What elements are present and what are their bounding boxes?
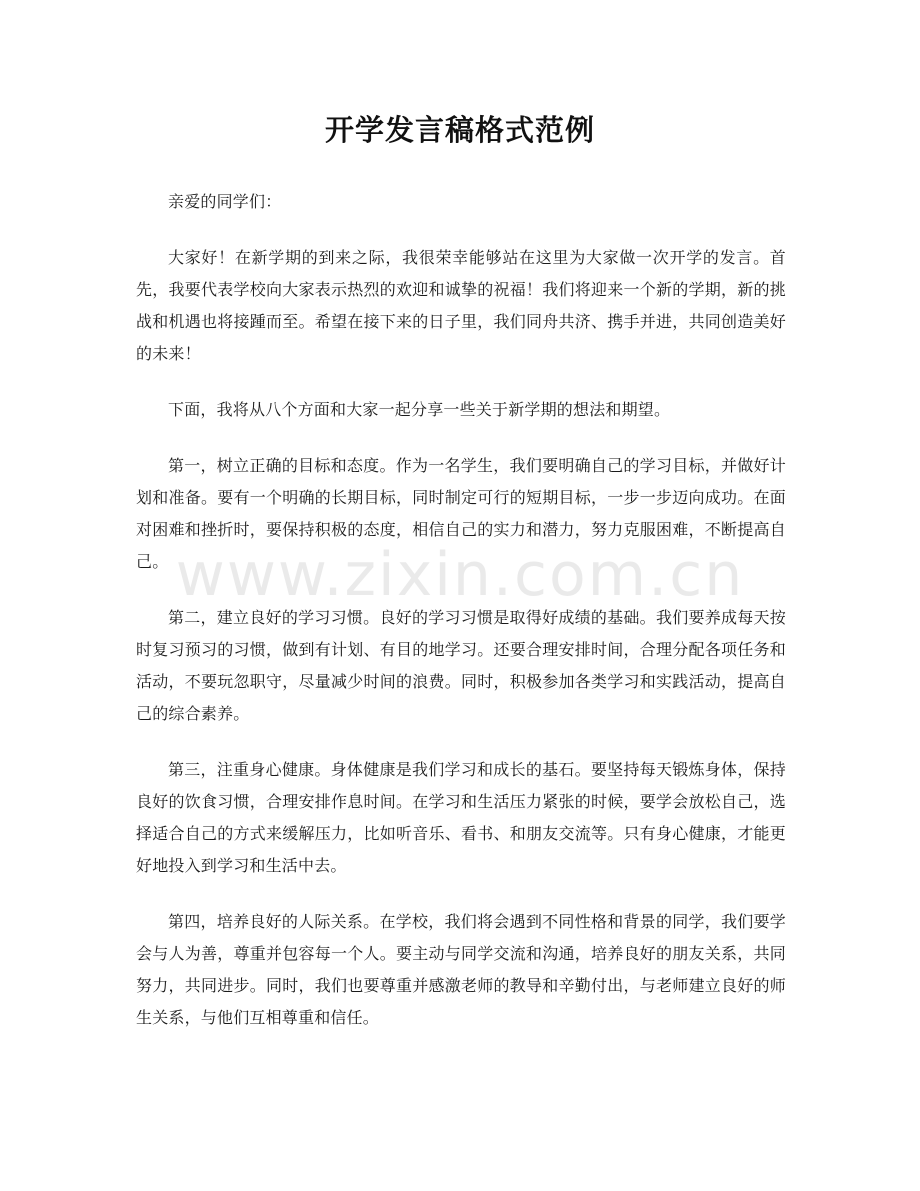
paragraph-second: 第二，建立良好的学习习惯。良好的学习习惯是取得好成绩的基础。我们要养成每天按时复习预习的习惯，做到有计划、有目的地学习。还要合理安排时间，合理分配各项任务和活动，不要玩忽职守，尽量减少时间的浪费。同时，积极参加各类学习和实践活动，提高自己的综合素养。	[136, 608, 786, 723]
paragraph-welcome: 大家好！在新学期的到来之际，我很荣幸能够站在这里为大家做一次开学的发言。首先，我要代表学校向大家表示热烈的欢迎和诚挚的祝福！我们将迎来一个新的学期，新的挑战和机遇也将接踵而至。希望在接下来的日子里，我们同舟共济、携手并进，共同创造美好的未来！	[136, 248, 786, 363]
page-title: 开学发言稿格式范例	[324, 113, 595, 147]
paragraph-first: 第一，树立正确的目标和态度。作为一名学生，我们要明确自己的学习目标，并做好计划和准备。要有一个明确的长期目标，同时制定可行的短期目标，一步一步迈向成功。在面对困难和挫折时，要保持积极的态度，相信自己的实力和潜力，努力克服困难，不断提高自己。	[136, 456, 786, 571]
watermark: www.zixin.com.cn	[175, 540, 745, 610]
paragraph-greeting: 亲爱的同学们：	[168, 192, 282, 211]
document-body	[136, 186, 786, 1058]
paragraph-intro: 下面，我将从八个方面和大家一起分享一些关于新学期的想法和期望。	[168, 400, 671, 419]
paragraph-fourth: 第四，培养良好的人际关系。在学校，我们将会遇到不同性格和背景的同学，我们要学会与人为善，尊重并包容每一个人。要主动与同学交流和沟通，培养良好的朋友关系，共同努力，共同进步。同时，我们也要尊重并感激老师的教导和辛勤付出，与老师建立良好的师生关系，与他们互相尊重和信任。	[136, 912, 786, 1027]
paragraph-third: 第三，注重身心健康。身体健康是我们学习和成长的基石。要坚持每天锻炼身体，保持良好的饮食习惯，合理安排作息时间。在学习和生活压力紧张的时候，要学会放松自己，选择适合自己的方式来缓解压力，比如听音乐、看书、和朋友交流等。只有身心健康，才能更好地投入到学习和生活中去。	[136, 760, 786, 875]
